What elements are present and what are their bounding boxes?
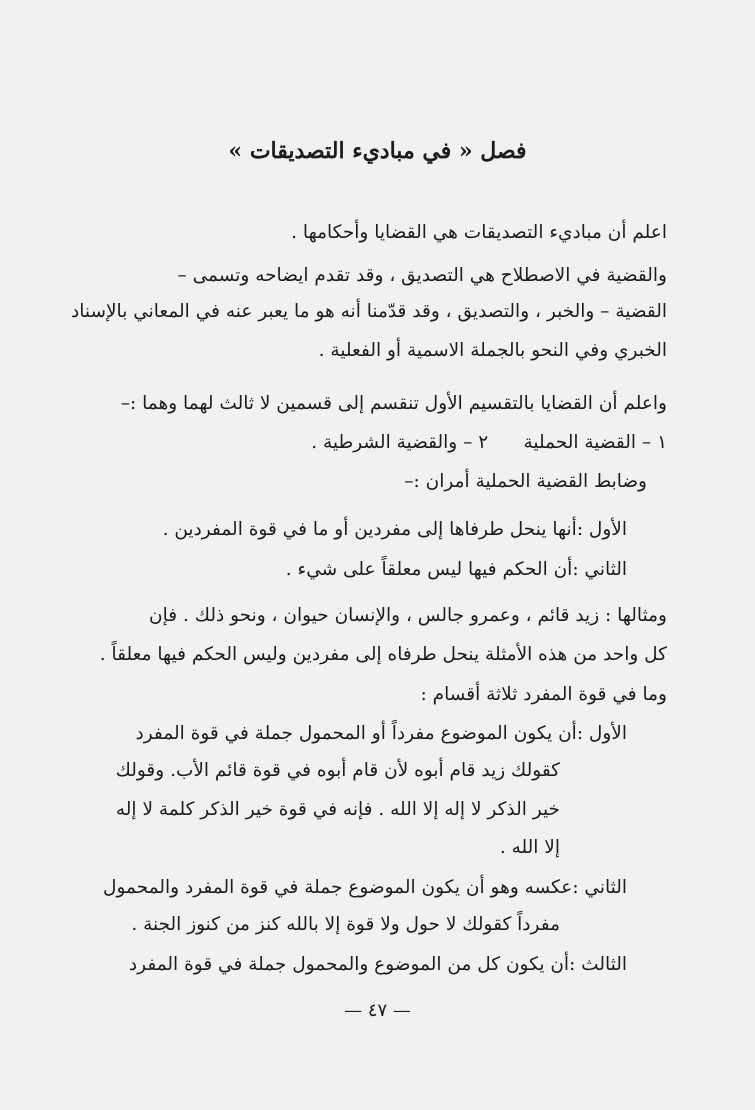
text-line-4: الخبري وفي النحو بالجملة الاسمية أو الفعلية . (318, 340, 667, 361)
text-line-11: كل واحد من هذه الأمثلة ينحل طرفاه إلى مفردين وليس الحكم فيها معلقاً . (99, 644, 667, 665)
text-line-3: القضية – والخبر ، والتصديق ، وقد قدّمنا أنه هو ما يعبر عنه في المعاني بالإسناد (71, 301, 667, 322)
text-line-1: اعلم أن مباديء التصديقات هي القضايا وأحكامها . (291, 222, 667, 243)
text-line-2: والقضية في الاصطلاح هي التصديق ، وقد تقدم ايضاحه وتسمى – (177, 265, 667, 286)
text-line-17: الثاني :عكسه وهو أن يكون الموضوع جملة في قوة المفرد والمحمول (103, 877, 627, 898)
text-line-8: الأول :أنها ينحل طرفاها إلى مفردين أو ما في قوة المفردين . (162, 519, 627, 540)
text-line-13: الأول :أن يكون الموضوع مفرداً أو المحمول جملة في قوة المفرد (135, 723, 627, 744)
text-line-10: ومثالها : زيد قائم ، وعمرو جالس ، والإنسان حيوان ، ونحو ذلك . فإن (149, 605, 667, 626)
text-line-19: الثالث :أن يكون كل من الموضوع والمحمول جملة في قوة المفرد (128, 954, 627, 975)
text-line-12: وما في قوة المفرد ثلاثة أقسام : (420, 684, 667, 705)
chapter-heading: فصل « في مباديء التصديقات » (228, 138, 527, 164)
text-line-6: ١ – القضية الحملية ٢ – والقضية الشرطية . (311, 432, 667, 453)
text-line-15: خير الذكر لا إله إلا الله . فإنه في قوة خير الذكر كلمة لا إله (115, 799, 560, 820)
text-line-14: كقولك زيد قام أبوه لأن قام أبوه في قوة قائم الأب. وقولك (115, 760, 560, 781)
text-line-9: الثاني :أن الحكم فيها ليس معلقاً على شيء . (285, 559, 627, 580)
text-line-16: إلا الله . (499, 837, 560, 858)
text-line-5: واعلم أن القضايا بالتقسيم الأول تنقسم إلى قسمين لا ثالث لهما وهما :– (120, 393, 667, 414)
text-line-7: وضابط القضية الحملية أمران :– (404, 471, 647, 492)
page-number: — ٤٧ — (344, 1000, 411, 1021)
text-line-18: مفرداً كقولك لا حول ولا قوة إلا بالله كنز من كنوز الجنة . (131, 914, 560, 935)
